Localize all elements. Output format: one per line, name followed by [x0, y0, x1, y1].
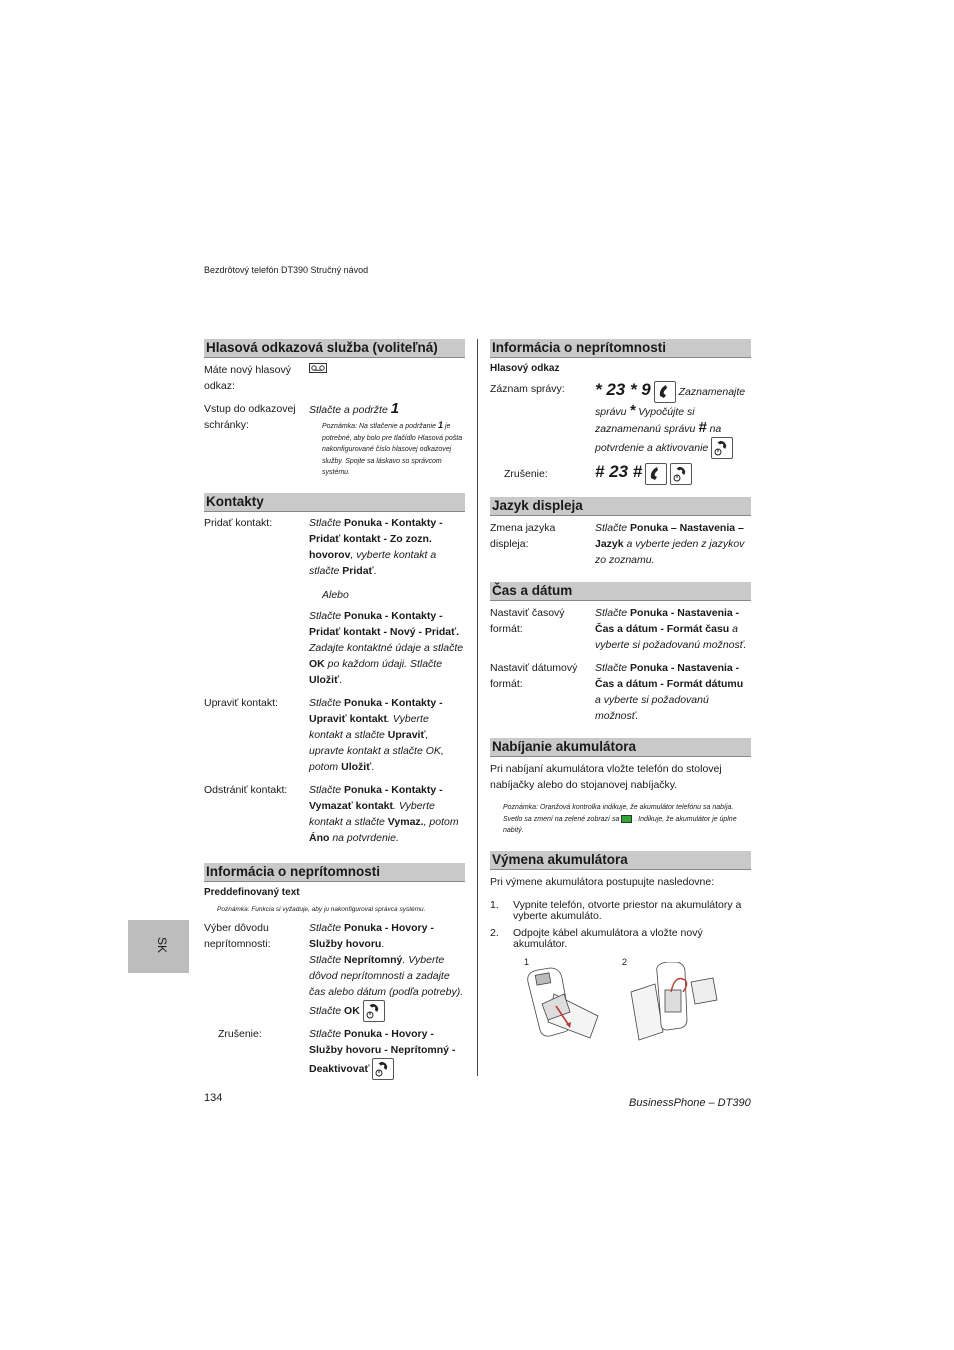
end-call-key-icon: [711, 437, 733, 459]
enter-voicemail-label: Vstup do odkazovej schránky:: [204, 403, 296, 431]
time-format-instruction: Stlačte Ponuka - Nastavenia - Čas a dátum - Formát času a vyberte si požadovanú možnosť.: [595, 607, 747, 651]
key-1: 1: [390, 400, 400, 417]
or-label: Alebo: [322, 588, 349, 601]
replace-battery-text: Pri výmene akumulátora postupujte nasledovne:: [490, 875, 715, 888]
add-contact-label: Pridať kontakt:: [204, 516, 273, 529]
charging-note: Poznámka: Oranžová kontrolka indikuje, že akumulátor telefónu sa nabíja. Svetlo sa zmení na zelené zobrazí sa . Indikuje, že akumulátor je úplne nabitý.: [503, 804, 737, 834]
section-title-absence: Informácia o neprítomnosti: [204, 863, 465, 882]
right-column: [490, 339, 751, 1056]
language-side-tab: [128, 920, 189, 973]
delete-contact-label: Odstrániť kontakt:: [204, 783, 288, 796]
absence-reason-instruction: Stlačte Ponuka - Hovory - Služby hovoru. Stlačte Neprítomný. Vyberte dôvod neprítomnosti a zadajte čas alebo dátum (podľa potreby). Stlačte OK: [309, 920, 465, 1022]
column-divider: [477, 339, 478, 1076]
add-contact-instruction: Stlačte Ponuka - Kontakty - Pridať kontakt - Zo zozn. hovorov, vyberte kontakt a stlačte Pridať. Alebo Stlačte Ponuka - Kontakty - Pridať kontakt - Nový - Pridať. Zadajte kontaktné údaje a stlačte OK po každom údaji. Stlačte Uložiť.: [309, 516, 464, 686]
absence-cancel-label: Zrušenie:: [218, 1028, 262, 1040]
left-column: [204, 339, 465, 1080]
subtitle-voice-message: Hlasový odkaz: [490, 363, 560, 374]
section-title-replace-battery: Výmena akumulátora: [490, 851, 751, 870]
language-tab-label: SK: [155, 936, 170, 954]
section-title-absence-voice: Informácia o neprítomnosti: [490, 339, 751, 358]
record-message-label: Záznam správy:: [490, 383, 565, 395]
voice-cancel-instruction: # 23 #: [595, 463, 751, 485]
language-label: Zmena jazyka displeja:: [490, 522, 556, 550]
enter-voicemail-instruction: Stlačte a podržte: [309, 404, 388, 416]
call-key-icon: [654, 381, 676, 403]
figure-1-label: 1: [524, 956, 530, 967]
figure-1-image: [520, 964, 610, 1044]
step-2: 2. Odpojte kábel akumulátora a vložte nový akumulátor.: [490, 926, 703, 950]
date-format-instruction: Stlačte Ponuka - Nastavenia - Čas a dátum - Formát dátumu a vyberte si požadovanú možnosť.: [595, 662, 744, 722]
absence-cancel-instruction: Stlačte Ponuka - Hovory - Služby hovoru - Neprítomný - Deaktivovať: [309, 1026, 465, 1080]
edit-contact-label: Upraviť kontakt:: [204, 696, 278, 709]
charging-text: Pri nabíjaní akumulátora vložte telefón do stolovej nabíjačky alebo do stojanovej nabíjačky.: [490, 763, 722, 791]
language-instruction: Stlačte Ponuka – Nastavenia – Jazyk a vyberte jeden z jazykov zo zoznamu.: [595, 522, 745, 566]
running-header: Bezdrôtový telefón DT390 Stručný návod: [204, 265, 369, 275]
end-call-key-icon: [670, 463, 692, 485]
section-title-charging: Nabíjanie akumulátora: [490, 738, 751, 757]
date-format-label: Nastaviť dátumový formát:: [490, 662, 578, 690]
absence-reason-label: Výber dôvodu neprítomnosti:: [204, 922, 271, 950]
record-message-instruction: * 23 * 9 Zaznamenajte správu * Vypočújte si zaznamenanú správu # na potvrdenie a aktivovanie: [595, 381, 751, 459]
section-title-voicemail: Hlasová odkazová služba (voliteľná): [204, 339, 465, 358]
figure-2-image: [625, 962, 725, 1044]
call-key-icon: [645, 463, 667, 485]
footer-product-name: BusinessPhone – DT390: [629, 1097, 751, 1109]
figure-2-label: 2: [622, 956, 628, 967]
voicemail-note: Poznámka: Na stlačenie a podržanie 1 je potrebné, aby bolo pre tlačidlo Hlasová pošta nakonfigurované číslo hlasovej odkazovej služby. Spojte sa láskavo so správcom systému.: [322, 420, 463, 476]
section-title-datetime: Čas a dátum: [490, 582, 751, 601]
battery-replacement-illustration: [490, 956, 751, 1056]
page-number: 134: [204, 1092, 223, 1104]
end-call-key-icon: [363, 1000, 385, 1022]
section-title-language: Jazyk displeja: [490, 497, 751, 516]
section-title-contacts: Kontakty: [204, 493, 465, 512]
voice-cancel-label: Zrušenie:: [504, 468, 548, 480]
step-1: 1. Vypnite telefón, otvorte priestor na akumulátory a vyberte akumuláto.: [490, 898, 742, 922]
delete-contact-instruction: Stlačte Ponuka - Kontakty - Vymazať kontakt. Vyberte kontakt a stlačte Vymaz., potom Áno na potvrdenie.: [309, 783, 459, 844]
edit-contact-instruction: Stlačte Ponuka - Kontakty - Upraviť kontakt. Vyberte kontakt a stlačte Upraviť, upravte kontakt a stlačte OK, potom Uložiť.: [309, 696, 444, 773]
time-format-label: Nastaviť časový formát:: [490, 607, 565, 635]
new-voicemail-label: Máte nový hlasový odkaz:: [204, 364, 291, 392]
voicemail-icon: [309, 362, 465, 394]
subtitle-predefined-text: Preddefinovaný text: [204, 886, 300, 898]
battery-full-icon: [621, 815, 632, 823]
absence-note: Poznámka: Funkcia si vyžaduje, aby ju nakonfiguroval správca systému.: [217, 905, 426, 913]
end-call-key-icon: [372, 1058, 394, 1080]
